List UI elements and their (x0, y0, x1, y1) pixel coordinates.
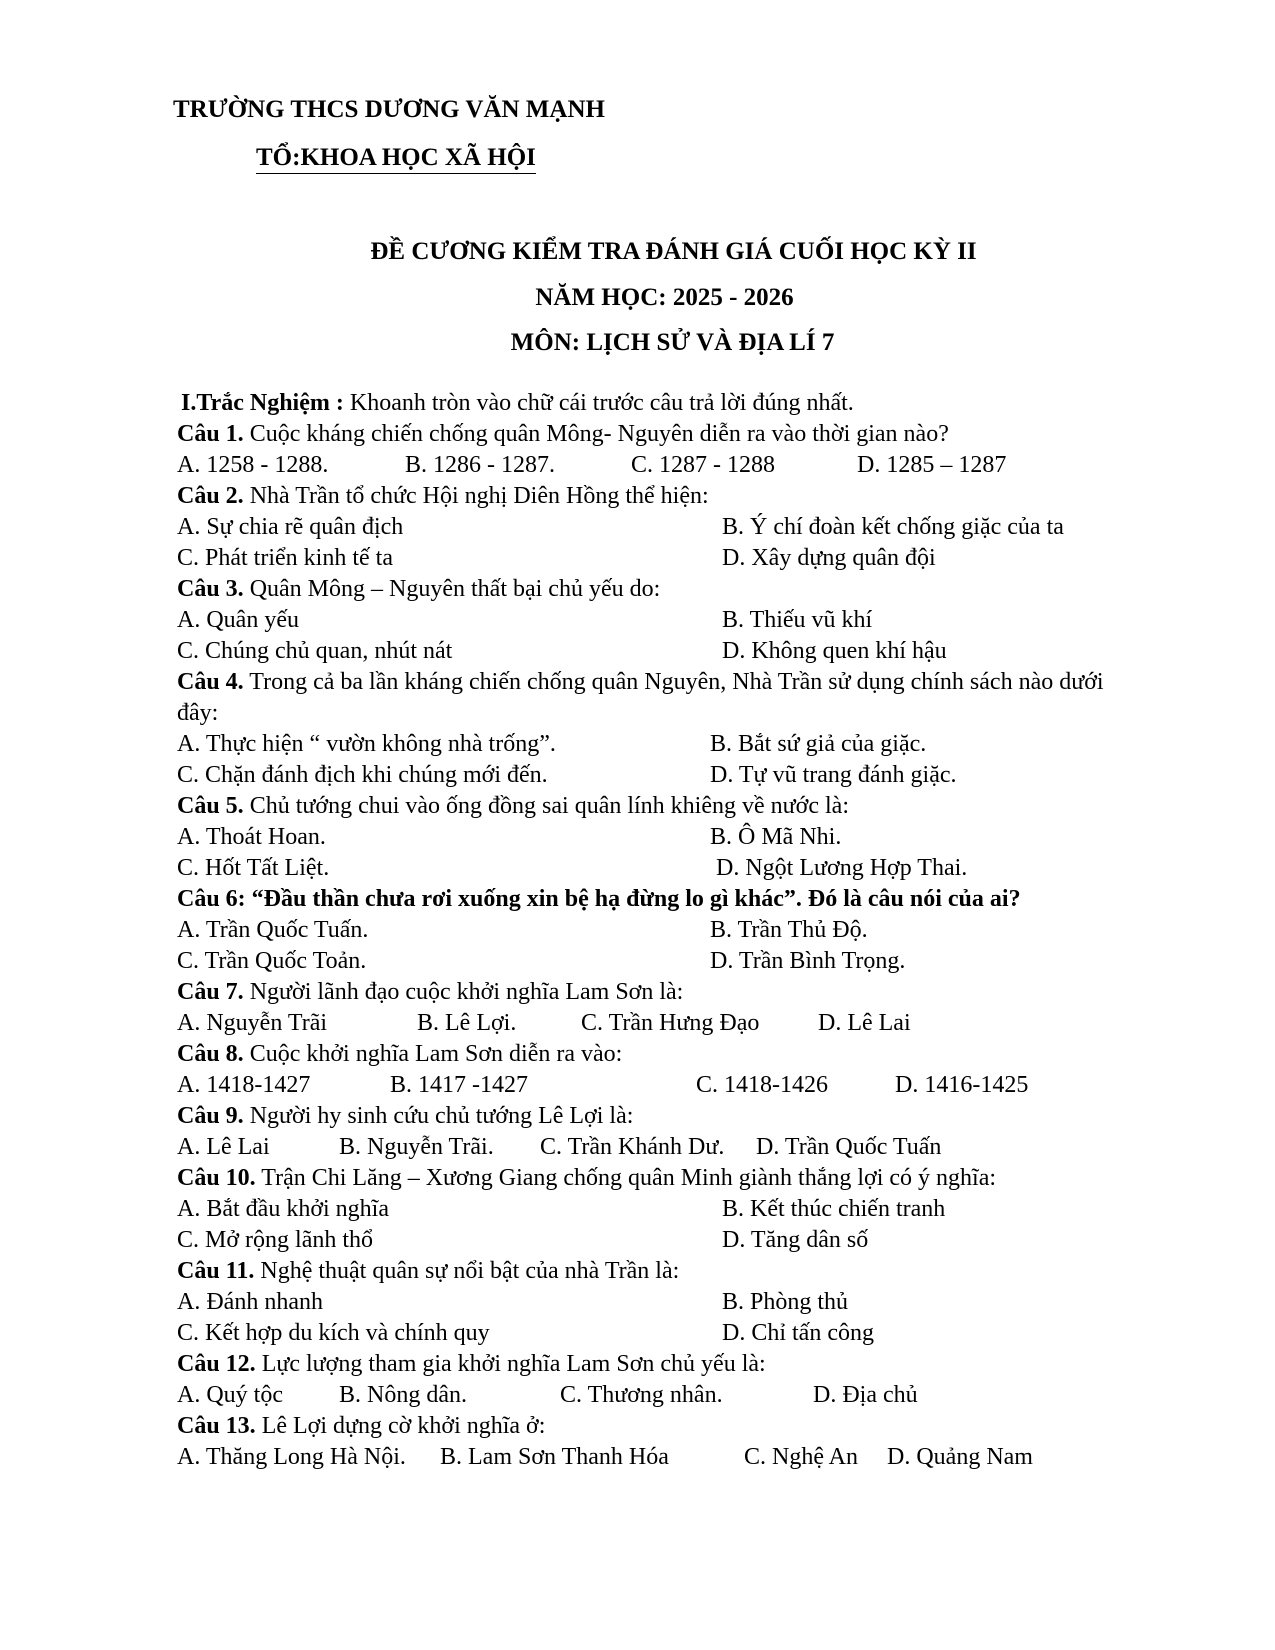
option-b: B. Trần Thủ Độ. (710, 917, 868, 943)
question-4 (177, 667, 1117, 729)
option-b: B. Lê Lợi. (417, 1010, 517, 1036)
question-text: Trong cả ba lần kháng chiến chống quân Nguyên, Nhà Trần sử dụng chính sách nào dưới đây: (177, 669, 1104, 726)
option-c: C. Hốt Tất Liệt. (177, 855, 330, 881)
option-a: A. Bắt đầu khởi nghĩa (177, 1196, 389, 1222)
option-d: D. 1416-1425 (895, 1072, 1029, 1098)
options-grid (177, 1194, 1117, 1256)
question-9 (177, 1101, 1117, 1132)
options-grid (177, 915, 1117, 977)
option-d: D. Không quen khí hậu (722, 638, 947, 664)
question-text: Người hy sinh cứu chủ tướng Lê Lợi là: (243, 1103, 634, 1129)
option-c: C. Nghệ An (744, 1444, 858, 1470)
question-text: “Đầu thần chưa rơi xuống xin bệ hạ đừng lo gì khác”. Đó là câu nói của ai? (245, 886, 1021, 912)
option-a: A. Đánh nhanh (177, 1289, 323, 1315)
question-text: Nhà Trần tổ chức Hội nghị Diên Hồng thể hiện: (243, 483, 709, 509)
option-c: C. Kết hợp du kích và chính quy (177, 1320, 490, 1346)
option-a: A. 1418-1427 (177, 1072, 311, 1098)
options-grid (177, 1287, 1117, 1349)
option-a: A. Nguyễn Trãi (177, 1010, 328, 1036)
option-a: A. Thăng Long Hà Nội. (177, 1444, 406, 1470)
option-b: B. 1417 -1427 (390, 1072, 528, 1098)
options-row (177, 1132, 1117, 1163)
question-text: Cuộc kháng chiến chống quân Mông- Nguyên diễn ra vào thời gian nào? (243, 421, 949, 447)
question-text: Trận Chi Lăng – Xương Giang chống quân Minh giành thắng lợi có ý nghĩa: (255, 1165, 997, 1191)
question-number: Câu 7. (177, 979, 244, 1005)
question-text: Quân Mông – Nguyên thất bại chủ yếu do: (243, 576, 661, 602)
option-c: C. Chúng chủ quan, nhút nát (177, 638, 453, 664)
document-title: ĐỀ CƯƠNG KIỂM TRA ĐÁNH GIÁ CUỐI HỌC KỲ II (370, 238, 977, 265)
quiz-content (177, 388, 1117, 1473)
question-number: Câu 2. (177, 483, 244, 509)
option-a: A. Sự chia rẽ quân địch (177, 514, 404, 540)
option-a: A. Quý tộc (177, 1382, 283, 1408)
question-7 (177, 977, 1117, 1008)
options-row (177, 1070, 1117, 1101)
option-d: D. Ngột Lương Hợp Thai. (716, 855, 968, 881)
question-10 (177, 1163, 1117, 1194)
option-c: C. Chặn đánh địch khi chúng mới đến. (177, 762, 548, 788)
section-heading (177, 388, 1117, 419)
option-d: D. Trần Bình Trọng. (710, 948, 906, 974)
question-text: Lực lượng tham gia khởi nghĩa Lam Sơn chủ yếu là: (255, 1351, 766, 1377)
question-number: Câu 1. (177, 421, 244, 447)
question-number: Câu 8. (177, 1041, 244, 1067)
option-c: C. Trần Khánh Dư. (540, 1134, 725, 1160)
option-d: D. Quảng Nam (887, 1444, 1033, 1470)
option-d: D. Trần Quốc Tuấn (756, 1134, 942, 1160)
question-3 (177, 574, 1117, 605)
option-b: B. Bắt sứ giả của giặc. (710, 731, 927, 757)
options-grid (177, 822, 1117, 884)
question-text: Cuộc khởi nghĩa Lam Sơn diễn ra vào: (243, 1041, 623, 1067)
question-number: Câu 3. (177, 576, 244, 602)
option-c: C. 1418-1426 (696, 1072, 828, 1098)
option-a: A. Thực hiện “ vườn không nhà trống”. (177, 731, 556, 757)
option-c: C. Trần Hưng Đạo (581, 1010, 760, 1036)
option-b: B. Kết thúc chiến tranh (722, 1196, 946, 1222)
options-row (177, 1442, 1117, 1473)
question-number: Câu 11. (177, 1258, 255, 1284)
option-c: C. Thương nhân. (560, 1382, 723, 1408)
question-number: Câu 12. (177, 1351, 256, 1377)
question-6 (177, 884, 1117, 915)
question-11 (177, 1256, 1117, 1287)
question-2 (177, 481, 1117, 512)
option-d: D. Lê Lai (818, 1010, 911, 1036)
option-a: A. Lê Lai (177, 1134, 270, 1160)
question-text: Chủ tướng chui vào ống đồng sai quân lính khiêng về nước là: (243, 793, 849, 819)
option-d: D. Địa chủ (813, 1382, 918, 1408)
school-year: NĂM HỌC: 2025 - 2026 (535, 284, 794, 311)
school-name: TRƯỜNG THCS DƯƠNG VĂN MẠNH (173, 96, 605, 123)
option-b: B. Ý chí đoàn kết chống giặc của ta (722, 514, 1064, 540)
question-12 (177, 1349, 1117, 1380)
question-8 (177, 1039, 1117, 1070)
options-grid (177, 512, 1117, 574)
question-text: Nghệ thuật quân sự nổi bật của nhà Trần là: (254, 1258, 680, 1284)
question-number: Câu 10. (177, 1165, 256, 1191)
department-name: TỔ:KHOA HỌC XÃ HỘI (256, 144, 536, 174)
option-a: A. Thoát Hoan. (177, 824, 326, 850)
question-number: Câu 4. (177, 669, 244, 695)
options-row (177, 450, 1117, 481)
question-number: Câu 9. (177, 1103, 244, 1129)
question-text: Lê Lợi dựng cờ khởi nghĩa ở: (255, 1413, 546, 1439)
option-c: C. Phát triển kinh tế ta (177, 545, 393, 571)
question-number: Câu 13. (177, 1413, 256, 1439)
question-number: Câu 5. (177, 793, 244, 819)
option-a: A. 1258 - 1288. (177, 452, 329, 478)
subject: MÔN: LỊCH SỬ VÀ ĐỊA LÍ 7 (510, 329, 835, 356)
option-b: B. Thiếu vũ khí (722, 607, 873, 633)
option-d: D. Tăng dân số (722, 1227, 869, 1253)
options-grid (177, 729, 1117, 791)
section-label: I.Trắc Nghiệm : (181, 390, 344, 416)
options-row (177, 1380, 1117, 1411)
option-b: B. Nông dân. (339, 1382, 467, 1408)
question-1 (177, 419, 1117, 450)
option-c: C. Trần Quốc Toản. (177, 948, 367, 974)
option-d: D. Chỉ tấn công (722, 1320, 874, 1346)
option-c: C. 1287 - 1288 (631, 452, 775, 478)
question-number: Câu 6: (177, 886, 246, 912)
option-d: D. Xây dựng quân đội (722, 545, 936, 571)
option-b: B. Lam Sơn Thanh Hóa (440, 1444, 669, 1470)
option-b: B. Phòng thủ (722, 1289, 849, 1315)
option-b: B. Nguyễn Trãi. (339, 1134, 494, 1160)
option-d: D. Tự vũ trang đánh giặc. (710, 762, 957, 788)
option-a: A. Trần Quốc Tuấn. (177, 917, 369, 943)
section-instruction: Khoanh tròn vào chữ cái trước câu trả lời đúng nhất. (343, 390, 854, 416)
option-c: C. Mở rộng lãnh thổ (177, 1227, 374, 1253)
option-b: B. Ô Mã Nhi. (710, 824, 842, 850)
question-13 (177, 1411, 1117, 1442)
option-a: A. Quân yếu (177, 607, 299, 633)
options-row (177, 1008, 1117, 1039)
question-text: Người lãnh đạo cuộc khởi nghĩa Lam Sơn là: (243, 979, 684, 1005)
option-b: B. 1286 - 1287. (405, 452, 555, 478)
options-grid (177, 605, 1117, 667)
question-5 (177, 791, 1117, 822)
option-d: D. 1285 – 1287 (857, 452, 1007, 478)
